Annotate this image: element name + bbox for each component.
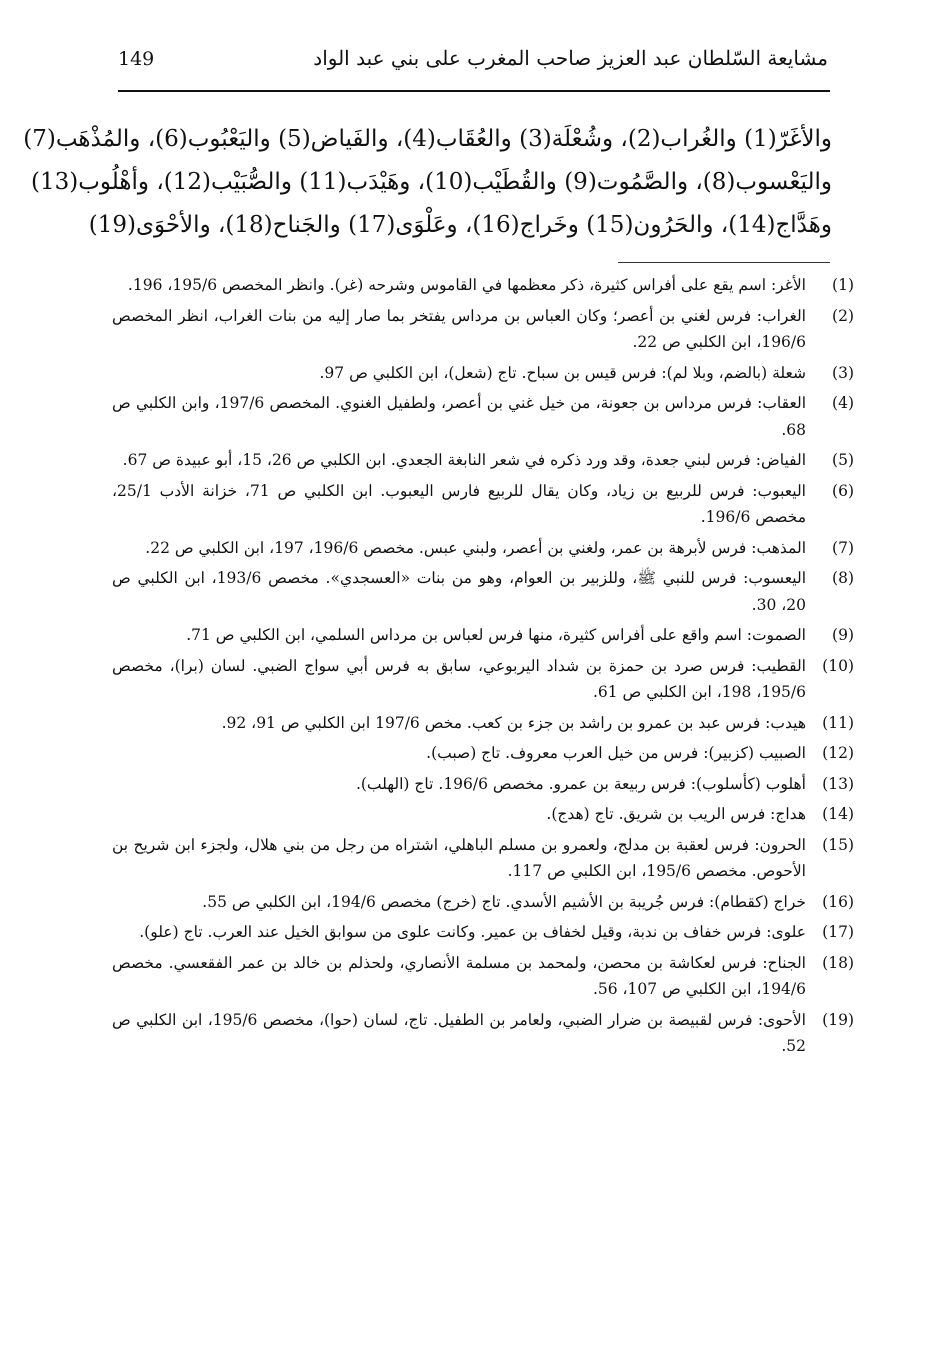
footnote-text: الصبيب (كزبير): فرس من خيل العرب معروف. تاج (صبب). xyxy=(426,744,806,762)
footnote-text: هيدب: فرس عبد بن عمرو بن راشد بن جزء بن كعب. مخص 197/6 ابن الكلبي ص 91، 92. xyxy=(221,713,806,732)
footnote-item xyxy=(112,447,854,474)
footnote-number: (19) xyxy=(822,1010,854,1029)
footnote-number: (16) xyxy=(822,892,854,911)
footnote-item xyxy=(112,653,854,706)
footnote-item xyxy=(112,771,854,798)
footnote-text: الأغر: اسم يقع على أفراس كثيرة، ذكر معظمها في القاموس وشرحه (غر). وانظر المخصص 195/6، 196. xyxy=(127,276,806,294)
footnote-text: المذهب: فرس لأبرهة بن عمر، ولغني بن أعصر، ولبني عبس. مخصص 196/6، 197، ابن الكلبي ص 22. xyxy=(145,538,806,557)
footnote-number: (11) xyxy=(822,713,854,732)
footnote-number: (9) xyxy=(832,626,854,644)
footnote-item xyxy=(112,832,854,885)
footnote-separator xyxy=(618,262,830,263)
footnote-number: (8) xyxy=(832,569,854,587)
footnote-text: أهلوب (كأسلوب): فرس ربيعة بن عمرو. مخصص 196/6. تاج (الهلب). xyxy=(355,774,806,793)
footnote-number: (7) xyxy=(832,538,854,557)
footnote-number: (12) xyxy=(822,744,854,762)
footnote-item xyxy=(112,272,854,299)
footnote-number: (14) xyxy=(822,805,854,823)
footnote-item xyxy=(112,919,854,946)
footnote-item xyxy=(112,565,854,618)
footnote-item xyxy=(112,740,854,767)
main-text-line: واليَعْسوب(8)، والصَّمُوت(9) والقُطَيْب(10)، وهَيْدَب(11) والصُّبَيْب(12)، وأهْلُوب(13) xyxy=(31,169,832,195)
page-header xyxy=(118,42,828,86)
footnote-number: (15) xyxy=(822,835,854,854)
footnote-text: الغراب: فرس لغني بن أعصر؛ وكان العباس بن مرداس يفتخر بما صار إليه من بنات الغراب، انظر المخصص 196/6، ابن الكلبي ص 22. xyxy=(112,306,806,351)
footnote-text: اليعسوب: فرس للنبي ﷺ، وللزبير بن العوام، وهو من بنات «العسجدي». مخصص 193/6، ابن الكلبي ص 20، 30. xyxy=(112,569,806,614)
footnotes-list xyxy=(112,272,854,1064)
footnote-item xyxy=(112,303,854,356)
footnote-number: (13) xyxy=(822,774,854,793)
footnote-text: خراج (كقطام): فرس جُريبة بن الأشيم الأسدي. تاج (خرج) مخصص 194/6، ابن الكلبي ص 55. xyxy=(202,892,806,911)
footnote-text: الجناح: فرس لعكاشة بن محصن، ولمحمد بن مسلمة الأنصاري، ولحذلم بن خالد بن عمر الفقعسي. مخصص 194/6، ابن الكلبي ص 107، 56. xyxy=(112,953,806,998)
main-text xyxy=(23,118,832,247)
footnote-item xyxy=(112,390,854,443)
footnote-text: العقاب: فرس مرداس بن جعونة، من خيل غني بن أعصر، ولطفيل الغنوي. المخصص 197/6، وابن الكلبي ص 68. xyxy=(112,394,806,439)
footnote-item xyxy=(112,622,854,649)
footnote-number: (10) xyxy=(822,656,854,675)
footnote-item xyxy=(112,1007,854,1060)
footnote-text: القطيب: فرس صرد بن حمزة بن شداد اليربوعي، سابق به فرس أبي سواج الضبي. لسان (برا)، مخصص 195/6، 198، ابن الكلبي ص 61. xyxy=(112,656,806,701)
footnote-text: شعلة (بالضم، وبلا لم): فرس قيس بن سباح. تاج (شعل)، ابن الكلبي ص 97. xyxy=(319,363,806,382)
running-title: مشايعة السّلطان عبد العزيز صاحب المغرب على بني عبد الواد xyxy=(313,46,828,70)
footnote-text: الفياض: فرس لبني جعدة، وقد ورد ذكره في شعر النابغة الجعدي. ابن الكلبي ص 26، 15، أبو عبيدة ص 67. xyxy=(122,451,806,469)
footnote-number: (18) xyxy=(822,953,854,972)
footnote-text: الحرون: فرس لعقبة بن مدلج، ولعمرو بن مسلم الباهلي، اشتراه من رجل من بني هلال، ولجزء ابن شريح بن الأحوص. مخصص 195/6، ابن الكلبي ص 117. xyxy=(112,835,806,880)
footnote-number: (2) xyxy=(832,306,854,325)
footnote-text: هداج: فرس الريب بن شريق. تاج (هدج). xyxy=(546,805,806,823)
footnote-number: (4) xyxy=(832,394,854,412)
footnote-number: (6) xyxy=(832,481,854,500)
footnote-number: (1) xyxy=(832,276,854,294)
footnote-item xyxy=(112,950,854,1003)
footnote-item xyxy=(112,710,854,737)
main-text-line: والأغَرّ(1) والغُراب(2)، وشُعْلَة(3) والعُقَاب(4)، والفَياض(5) واليَعْبُوب(6)، والمُذْهَب(7) xyxy=(23,126,832,152)
footnote-text: الأحوى: فرس لقبيصة بن ضرار الضبي، ولعامر بن الطفيل. تاج، لسان (حوا)، مخصص 195/6، ابن الكلبي ص 52. xyxy=(112,1010,806,1055)
footnote-number: (5) xyxy=(832,451,854,469)
footnote-item xyxy=(112,478,854,531)
footnote-text: الصموت: اسم واقع على أفراس كثيرة، منها فرس لعباس بن مرداس السلمي، ابن الكلبي ص 71. xyxy=(186,626,806,644)
footnote-item xyxy=(112,801,854,828)
footnote-number: (17) xyxy=(822,923,854,941)
footnote-item xyxy=(112,360,854,387)
footnote-item xyxy=(112,889,854,916)
header-rule xyxy=(118,90,830,92)
footnote-number: (3) xyxy=(832,363,854,382)
page-number: 149 xyxy=(118,48,155,70)
main-text-line: وهَدَّاج(14)، والحَرُون(15) وخَراج(16)، وعَلْوَى(17) والجَناح(18)، والأحْوَى(19) xyxy=(88,212,832,238)
footnote-item xyxy=(112,535,854,562)
footnote-text: اليعبوب: فرس للربيع بن زياد، وكان يقال للربيع فارس اليعبوب. ابن الكلبي ص 71، خزانة الأدب 25/1، مخصص 196/6. xyxy=(112,481,806,526)
footnote-text: علوى: فرس خفاف بن ندبة، وقيل لخفاف بن عمير. وكانت علوى من سوابق الخيل عند العرب. تاج (علو). xyxy=(139,923,806,941)
